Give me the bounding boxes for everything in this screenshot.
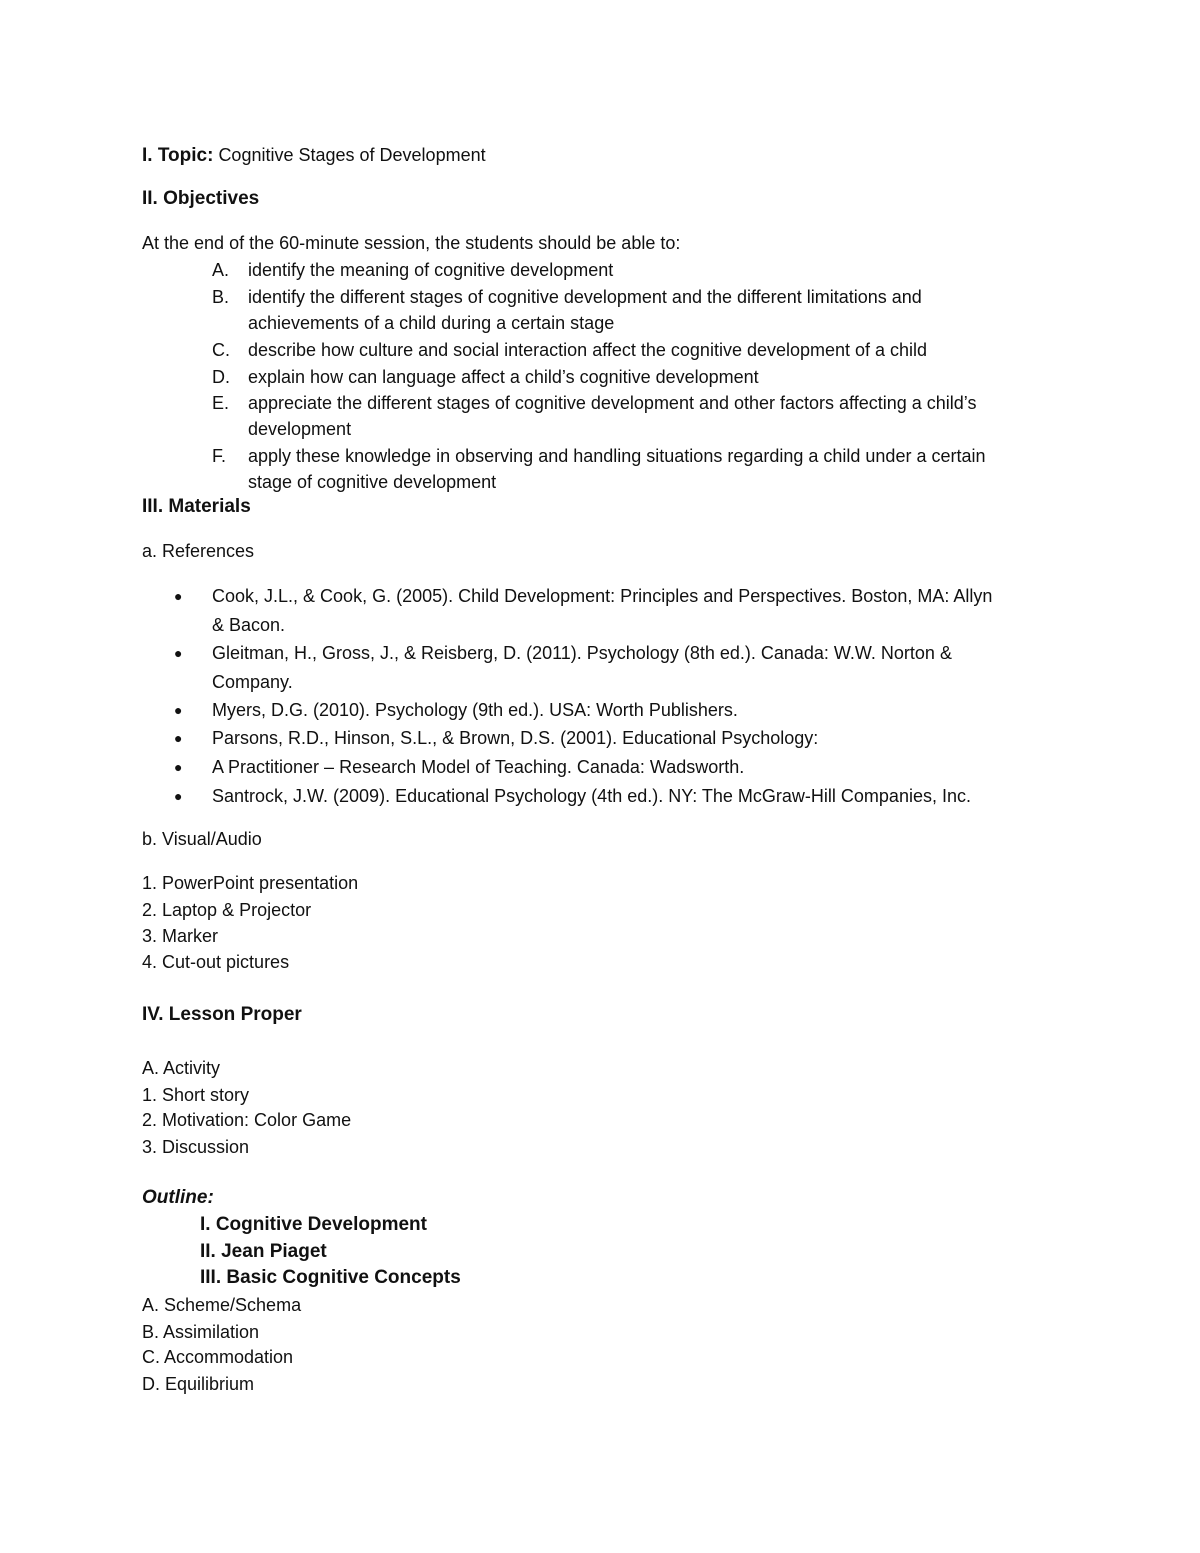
outline-item: II. Jean Piaget bbox=[200, 1241, 327, 1262]
objective-b-text-cont: achievements of a child during a certain stage bbox=[248, 313, 615, 333]
reference-item: Santrock, J.W. (2009). Educational Psychology (4th ed.). NY: The McGraw-Hill Companies, Inc. bbox=[212, 786, 971, 806]
objectives-intro: At the end of the 60-minute session, the students should be able to: bbox=[142, 233, 681, 253]
topic-label: I. Topic: bbox=[142, 145, 214, 166]
reference-item: Cook, J.L., & Cook, G. (2005). Child Development: Principles and Perspectives. Boston, MA: Allyn bbox=[212, 586, 993, 606]
list-item: D. Equilibrium bbox=[142, 1374, 255, 1394]
list-item: C. Accommodation bbox=[142, 1347, 294, 1367]
bullet-icon: ● bbox=[174, 702, 183, 718]
objective-e-text: appreciate the different stages of cognitive development and other factors affecting a child’s bbox=[248, 393, 977, 413]
references-heading: a. References bbox=[142, 541, 255, 561]
bullet-icon: ● bbox=[174, 759, 183, 775]
objective-f-label: F. bbox=[212, 446, 227, 466]
objective-d-label: D. bbox=[212, 367, 230, 387]
bullet-icon: ● bbox=[174, 588, 183, 604]
list-item: 3. Discussion bbox=[142, 1137, 250, 1157]
objective-e-label: E. bbox=[212, 393, 230, 413]
list-item: 3. Marker bbox=[142, 926, 219, 946]
list-item: 1. PowerPoint presentation bbox=[142, 873, 359, 893]
list-item: 1. Short story bbox=[142, 1085, 250, 1105]
list-item: 2. Laptop & Projector bbox=[142, 900, 312, 920]
objective-c-text: describe how culture and social interaction affect the cognitive development of a child bbox=[248, 340, 928, 360]
objective-c-label: C. bbox=[212, 340, 230, 360]
reference-item: A Practitioner – Research Model of Teaching. Canada: Wadsworth. bbox=[212, 757, 745, 777]
bullet-icon: ● bbox=[174, 645, 183, 661]
list-item: A. Scheme/Schema bbox=[142, 1295, 302, 1315]
reference-item: Parsons, R.D., Hinson, S.L., & Brown, D.S. (2001). Educational Psychology: bbox=[212, 728, 819, 748]
objective-a-label: A. bbox=[212, 260, 230, 280]
visual-audio-heading: b. Visual/Audio bbox=[142, 829, 262, 849]
objectives-heading: II. Objectives bbox=[142, 188, 260, 209]
reference-item: Myers, D.G. (2010). Psychology (9th ed.). USA: Worth Publishers. bbox=[212, 700, 738, 720]
materials-heading: III. Materials bbox=[142, 496, 251, 517]
outline-item: I. Cognitive Development bbox=[200, 1214, 427, 1235]
objective-d-text: explain how can language affect a child’s cognitive development bbox=[248, 367, 759, 387]
objective-b-label: B. bbox=[212, 287, 230, 307]
outline-heading: Outline: bbox=[142, 1187, 214, 1208]
activity-heading: A. Activity bbox=[142, 1058, 221, 1078]
objective-b-text: identify the different stages of cognitive development and the different limitations and bbox=[248, 287, 922, 307]
list-item: B. Assimilation bbox=[142, 1322, 260, 1342]
reference-item-cont: & Bacon. bbox=[212, 615, 286, 635]
list-item: 2. Motivation: Color Game bbox=[142, 1110, 352, 1130]
topic-value: Cognitive Stages of Development bbox=[218, 145, 486, 165]
bullet-icon: ● bbox=[174, 788, 183, 804]
objective-f-text-cont: stage of cognitive development bbox=[248, 472, 497, 492]
objective-f-text: apply these knowledge in observing and handling situations regarding a child under a certain bbox=[248, 446, 986, 466]
objective-a-text: identify the meaning of cognitive development bbox=[248, 260, 614, 280]
outline-item: III. Basic Cognitive Concepts bbox=[200, 1267, 461, 1288]
topic-line bbox=[142, 143, 486, 167]
list-item: 4. Cut-out pictures bbox=[142, 952, 290, 972]
reference-item: Gleitman, H., Gross, J., & Reisberg, D. (2011). Psychology (8th ed.). Canada: W.W. Norton & bbox=[212, 643, 952, 663]
lesson-heading: IV. Lesson Proper bbox=[142, 1004, 302, 1025]
objective-e-text-cont: development bbox=[248, 419, 352, 439]
reference-item-cont: Company. bbox=[212, 672, 293, 692]
bullet-icon: ● bbox=[174, 730, 183, 746]
